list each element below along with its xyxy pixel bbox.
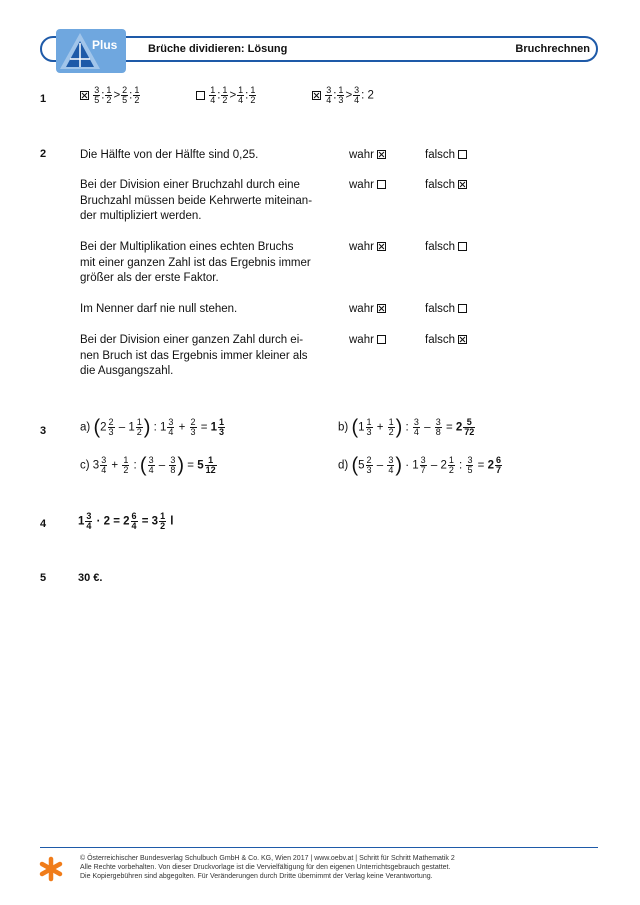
true-option: wahr [349,333,386,349]
checkbox-checked [312,91,321,100]
task1-option-2: $\frac{1}{4}$ : $\frac{1}{2}$ > $\frac{1}{4}$ : $\frac{1}{2}$ [196,86,257,105]
footer-divider [40,847,598,848]
true-option: wahr [349,302,386,318]
checkbox-checked [80,91,89,100]
statement-text: Bei der Multiplikation eines echten Bruchs mit einer ganzen Zahl ist das Ergebnis immer größer als der erste Faktor. [80,241,311,284]
task3-b: b) (1 $\frac{1}{3}$ + $\frac{1}{2}$ ) : $\frac{3}{4}$ – $\frac{3}{8}$ = 2 $\frac{5}{72}$ [338,416,475,439]
statement-text: Bei der Division einer Bruchzahl durch eine Bruchzahl müssen beide Kehrwerte miteinan- der multipliziert werden. [80,179,313,222]
checkbox-checked [377,150,386,159]
logo-label: Plus [92,38,118,52]
footer-copyright: © Österreichischer Bundesverlag Schulbuch GmbH & Co. KG, Wien 2017 | www.oebv.at | Schritt für Schritt Mathematik 2 Alle Rechte vorbehalten. Von dieser Druckvorlage ist die Vervielfältigung für den eigenen Unterrichtsgebrauch gestattet. Die Kopiergebühren sind abgegolten. Für Veränderungen durch Dritte übernimmt der Verlag keine Verantwortung. [80,855,455,880]
task3-c: c) 3 $\frac{3}{4}$ + $\frac{1}{2}$ : ( $\frac{3}{4}$ – $\frac{3}{8}$ ) = 5 $\frac{1}{12}$ [80,454,216,477]
task5-answer: 30 €. [78,572,103,584]
false-option: falsch [425,333,467,349]
statement-text: Die Hälfte von der Hälfte sind 0,25. [80,149,259,161]
checkbox-unchecked [458,150,467,159]
checkbox-checked [377,304,386,313]
checkbox-checked [458,180,467,189]
true-option: wahr [349,178,386,194]
page-title: Brüche dividieren: Lösung [148,43,288,55]
task-number: 5 [40,572,47,584]
task1-option-3: $\frac{3}{4}$ : $\frac{1}{3}$ > $\frac{3}{4}$ : 2 [312,86,374,105]
true-option: wahr [349,148,386,164]
task1-option-1: $\frac{3}{5}$ : $\frac{1}{2}$ > $\frac{2}{5}$ : $\frac{1}{2}$ [80,86,141,105]
checkbox-unchecked [377,180,386,189]
task3-a: a) (2 $\frac{2}{3}$ – 1 $\frac{1}{2}$ ) : 1 $\frac{3}{4}$ + $\frac{2}{3}$ = 1 $\frac{1}{3}$ [80,416,225,439]
task3-d: d) (5 $\frac{2}{3}$ – $\frac{3}{4}$ ) · 1 $\frac{3}{7}$ – 2 $\frac{1}{2}$ : $\frac{3}{5}$ = 2 $\frac{6}{7}$ [338,454,501,477]
task-number: 3 [40,425,47,437]
checkbox-unchecked [196,91,205,100]
publisher-star-icon [38,856,64,882]
task-number: 2 [40,148,47,160]
statement-text: Bei der Division einer ganzen Zahl durch ei- nen Bruch ist das Ergebnis immer kleiner als die Ausgangszahl. [80,334,308,377]
checkbox-unchecked [377,335,386,344]
checkbox-checked [377,242,386,251]
checkbox-unchecked [458,242,467,251]
false-option: falsch [425,302,467,318]
category-label: Bruchrechnen [515,43,590,55]
false-option: falsch [425,178,467,194]
statement-text: Im Nenner darf nie null stehen. [80,303,238,315]
checkbox-checked [458,335,467,344]
false-option: falsch [425,148,467,164]
task-number: 4 [40,518,47,530]
true-option: wahr [349,240,386,256]
task-number: 1 [40,93,47,105]
task4-answer: 1 $\frac{3}{4}$ · 2 = 2 $\frac{6}{4}$ = 3 $\frac{1}{2}$ l [78,511,174,531]
false-option: falsch [425,240,467,256]
checkbox-unchecked [458,304,467,313]
